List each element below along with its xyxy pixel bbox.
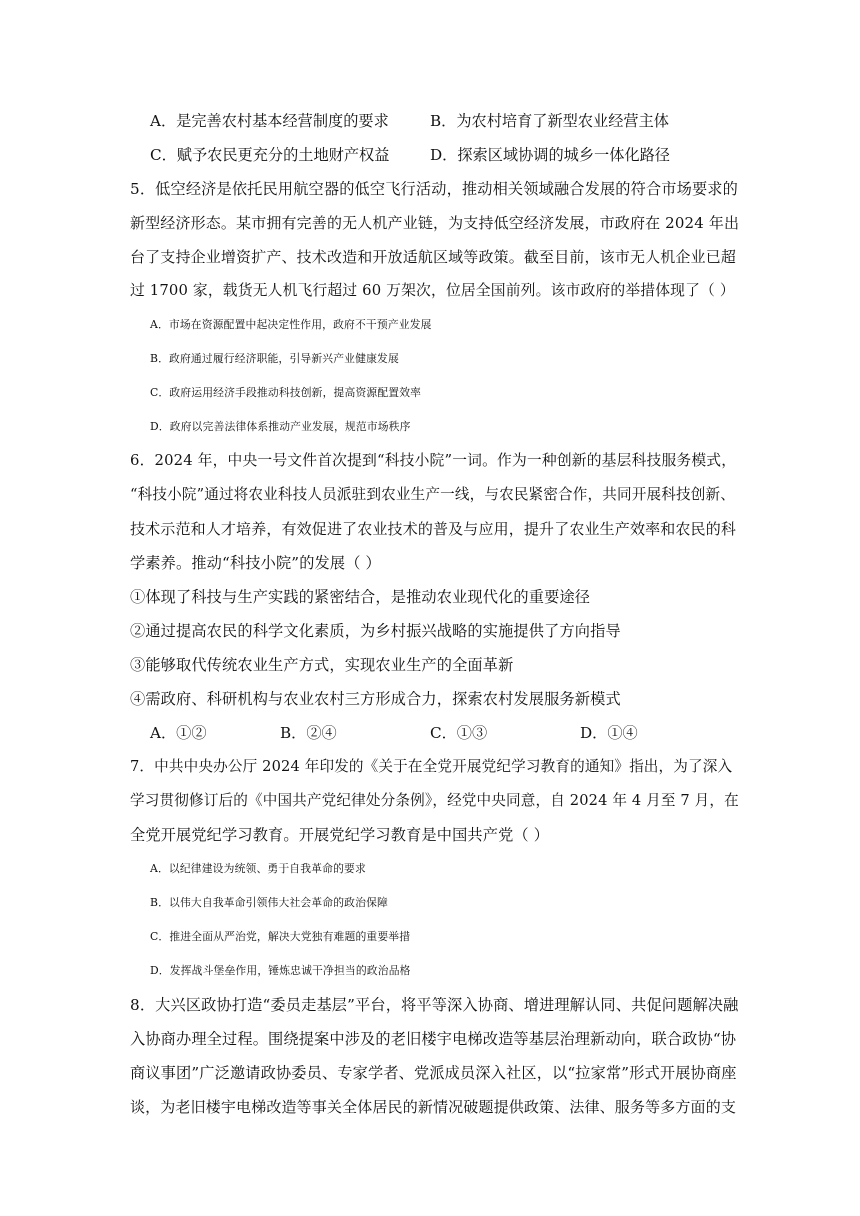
q7-option-c: C．推进全面从严治党，解决大党独有难题的重要举措 bbox=[150, 930, 411, 943]
q7-option-a: A．以纪律建设为统领、勇于自我革命的要求 bbox=[150, 862, 366, 875]
q4-option-c: C．赋予农民更充分的土地财产权益 bbox=[150, 146, 390, 164]
q7-option-d: D．发挥战斗堡垒作用，锤炼忠诚干净担当的政治品格 bbox=[150, 964, 411, 977]
q7-stem-line: 全党开展党纪学习教育。开展党纪学习教育是中国共产党（ ） bbox=[130, 826, 550, 844]
q8-stem-line: 谈，为老旧楼宇电梯改造等事关全体居民的新情况破题提供政策、法律、服务等多方面的支 bbox=[130, 1098, 737, 1116]
q6-choice-b: B．②④ bbox=[280, 724, 337, 742]
q7-option-b: B．以伟大自我革命引领伟大社会革命的政治保障 bbox=[150, 896, 388, 909]
q5-option-c: C．政府运用经济手段推动科技创新，提高资源配置效率 bbox=[150, 386, 422, 399]
q6-stem-line: 6．2024 年，中央一号文件首次提到“科技小院”一词。作为一种创新的基层科技服务模式， bbox=[130, 452, 737, 469]
q8-stem-line: 8．大兴区政协打造“委员走基层”平台，将平等深入协商、增进理解认同、共促问题解决融 bbox=[130, 996, 739, 1014]
q5-option-d: D．政府以完善法律体系推动产业发展，规范市场秩序 bbox=[150, 420, 411, 433]
q5-stem-line: 新型经济形态。某市拥有完善的无人机产业链，为支持低空经济发展，市政府在 2024 年出 bbox=[130, 214, 740, 232]
q5-option-b: B．政府通过履行经济职能，引导新兴产业健康发展 bbox=[150, 352, 399, 365]
q6-choice-c: C．①③ bbox=[430, 724, 488, 742]
q7-stem-line: 7．中共中央办公厅 2024 年印发的《关于在全党开展党纪学习教育的通知》指出，为了深入 bbox=[130, 758, 733, 775]
q6-statement-4: ④需政府、科研机构与农业农村三方形成合力，探索农村发展服务新模式 bbox=[130, 690, 621, 708]
q6-choice-a: A．①② bbox=[150, 724, 207, 742]
q6-stem-line: 学素养。推动“科技小院”的发展（ ） bbox=[130, 554, 381, 572]
q6-statement-1: ①体现了科技与生产实践的紧密结合，是推动农业现代化的重要途径 bbox=[130, 588, 591, 606]
q7-stem-line: 学习贯彻修订后的《中国共产党纪律处分条例》，经党中央同意，自 2024 年 4 月至 7 月，在 bbox=[130, 792, 739, 809]
q4-option-b: B．为农村培育了新型农业经营主体 bbox=[430, 112, 669, 130]
q8-stem-line: 入协商办理全过程。围绕提案中涉及的老旧楼宇电梯改造等基层治理新动向，联合政协“协 bbox=[130, 1030, 737, 1048]
q4-option-d: D．探索区域协调的城乡一体化路径 bbox=[430, 146, 670, 164]
q6-statement-3: ③能够取代传统农业生产方式，实现农业生产的全面革新 bbox=[130, 656, 514, 674]
q5-stem-line: 5．低空经济是依托民用航空器的低空飞行活动，推动相关领域融合发展的符合市场要求的 bbox=[130, 180, 738, 198]
q6-statement-2: ②通过提高农民的科学文化素质，为乡村振兴战略的实施提供了方向指导 bbox=[130, 622, 621, 640]
q8-stem-line: 商议事团”广泛邀请政协委员、专家学者、党派成员深入社区，以“拉家常”形式开展协商座 bbox=[130, 1064, 737, 1082]
q6-choice-d: D．①④ bbox=[580, 724, 638, 742]
q6-stem-line: 技术示范和人才培养，有效促进了农业技术的普及与应用，提升了农业生产效率和农民的科 bbox=[130, 520, 737, 538]
q5-option-a: A．市场在资源配置中起决定性作用，政府不干预产业发展 bbox=[150, 318, 432, 331]
q5-stem-line: 台了支持企业增资扩产、技术改造和开放适航区域等政策。截至目前，该市无人机企业已超 bbox=[130, 248, 737, 266]
q4-option-a: A．是完善农村基本经营制度的要求 bbox=[150, 112, 389, 130]
q6-stem-line: “科技小院”通过将农业科技人员派驻到农业生产一线，与农民紧密合作，共同开展科技创新、 bbox=[130, 486, 735, 503]
q5-stem-line: 过 1700 家，载货无人机飞行超过 60 万架次，位居全国前列。该市政府的举措体现了（ ） bbox=[130, 282, 735, 299]
